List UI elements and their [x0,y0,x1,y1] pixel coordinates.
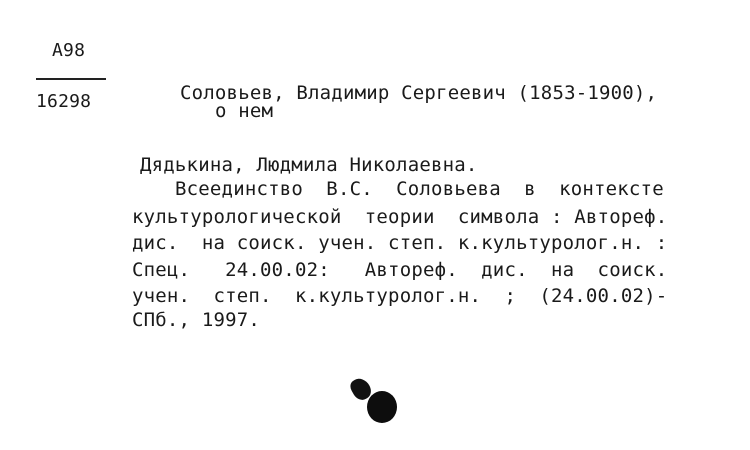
description-line: учен. степ. к.культуролог.н. ; (24.00.02)- [132,285,668,307]
punch-hole [367,391,397,423]
description-line: культурологической теории символа : Автореф. [132,206,668,228]
description-line: Спец. 24.00.02: Автореф. дис. на соиск. [132,259,668,281]
author-heading: Дядькина, Людмила Николаевна. [140,154,478,176]
subject-heading: Соловьев, Владимир Сергеевич (1853-1900), [180,82,658,104]
description-line: дис. на соиск. учен. степ. к.культуролог.н. : [132,232,668,254]
inventory-number: 16298 [36,91,92,112]
shelf-mark: А98 [52,40,86,61]
shelf-divider [36,78,106,80]
description-line: СПб., 1997. [132,309,261,331]
description-line: Всеединство В.С. Соловьева в контексте [175,178,664,200]
subject-heading-continuation: о нем [215,100,274,122]
